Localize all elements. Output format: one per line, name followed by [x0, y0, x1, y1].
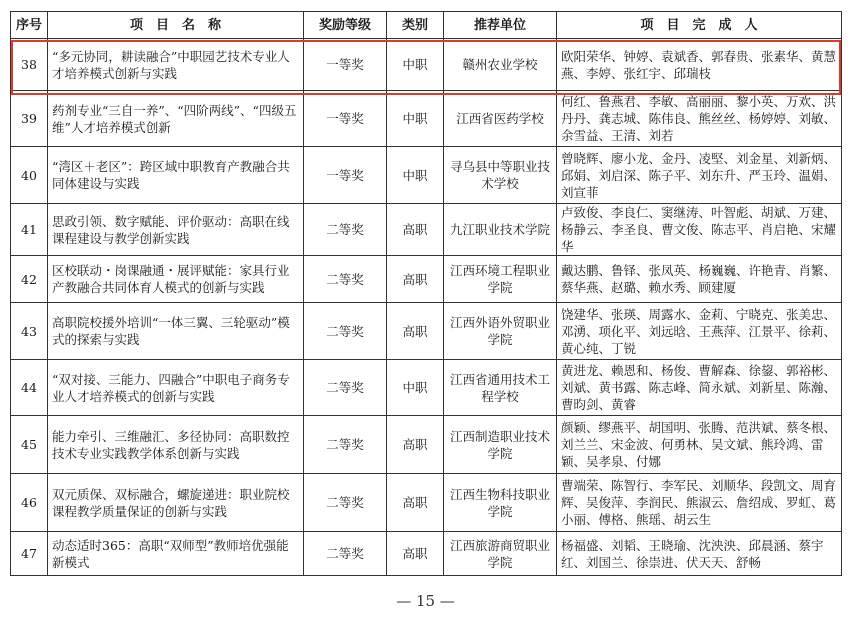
- row-no: 46: [11, 474, 48, 532]
- row-project-name: 思政引领、数字赋能、评价驱动：高职在线课程建设与教学创新实践: [48, 204, 304, 256]
- row-project-name: 能力牵引、三维融汇、多径协同：高职数控技术专业实践教学体系创新与实践: [48, 416, 304, 474]
- row-project-name: “多元协同，耕读融合”中职园艺技术专业人才培养模式创新与实践: [48, 39, 304, 91]
- row-category: 中职: [387, 39, 444, 91]
- row-completers: 黄进龙、赖恩和、杨俊、曹解森、徐鋆、郭裕彬、刘斌、黄书露、陈志峰、简永斌、刘新星、陈瀚、曹昀剑、黄睿: [557, 360, 842, 416]
- row-project-name: 双元质保、双标融合，螺旋递进：职业院校课程教学质量保证的创新与实践: [48, 474, 304, 532]
- row-category: 高职: [387, 303, 444, 360]
- row-category: 高职: [387, 416, 444, 474]
- awards-table: [10, 11, 842, 576]
- row-category: 高职: [387, 474, 444, 532]
- row-completers: 曹端荣、陈智行、李军民、刘顺华、段凯文、周育辉、吴俊萍、李润民、熊淑云、詹绍成、罗虹、葛小丽、傅格、熊瑶、胡云生: [557, 474, 842, 532]
- header-completers: 项 目 完 成 人: [557, 12, 842, 39]
- row-project-name: “双对接、三能力、四融合”中职电子商务专业人才培养模式的创新与实践: [48, 360, 304, 416]
- row-no: 38: [11, 39, 48, 91]
- row-no: 40: [11, 147, 48, 204]
- row-recommending-unit: 江西制造职业技术学院: [444, 416, 557, 474]
- table-row: [11, 303, 842, 360]
- table-row: [11, 360, 842, 416]
- row-no: 39: [11, 91, 48, 147]
- row-recommending-unit: 九江职业技术学院: [444, 204, 557, 256]
- row-award-level: 二等奖: [304, 474, 387, 532]
- row-recommending-unit: 江西省医药学校: [444, 91, 557, 147]
- row-recommending-unit: 江西省通用技术工程学校: [444, 360, 557, 416]
- row-recommending-unit: 江西旅游商贸职业学院: [444, 532, 557, 576]
- row-project-name: 动态适时365：高职“双师型”教师培优强能新模式: [48, 532, 304, 576]
- row-category: 中职: [387, 360, 444, 416]
- row-recommending-unit: 江西环境工程职业学院: [444, 256, 557, 303]
- row-award-level: 二等奖: [304, 360, 387, 416]
- header-category: 类别: [387, 12, 444, 39]
- row-category: 高职: [387, 256, 444, 303]
- row-no: 41: [11, 204, 48, 256]
- row-award-level: 二等奖: [304, 204, 387, 256]
- row-award-level: 二等奖: [304, 303, 387, 360]
- table-row: [11, 147, 842, 204]
- row-category: 高职: [387, 532, 444, 576]
- row-project-name: “湾区＋老区”：跨区域中职教育产教融合共同体建设与实践: [48, 147, 304, 204]
- table-row: [11, 256, 842, 303]
- header-project-name: 项 目 名 称: [48, 12, 304, 39]
- table-row: [11, 474, 842, 532]
- row-completers: 欧阳荣华、钟婷、袁斌香、郭春贵、张素华、黄慧燕、李婷、张红宇、邱瑞枝: [557, 39, 842, 91]
- header-award-level: 奖励等级: [304, 12, 387, 39]
- row-award-level: 一等奖: [304, 91, 387, 147]
- header-recommending-unit: 推荐单位: [444, 12, 557, 39]
- row-recommending-unit: 赣州农业学校: [444, 39, 557, 91]
- table-row: [11, 416, 842, 474]
- row-completers: 饶建华、张瑛、周露水、金莉、宁晓克、张美忠、邓湧、项化平、刘远晗、王燕萍、江景平、徐莉、黄心纯、丁锐: [557, 303, 842, 360]
- row-completers: 颜颖、缪燕平、胡国明、张腾、范洪斌、蔡冬根、刘兰兰、宋金波、何勇林、吴文斌、熊玲鸿、雷颖、吴孝泉、付娜: [557, 416, 842, 474]
- row-project-name: 高职院校援外培训“一体三翼、三轮驱动”模式的探索与实践: [48, 303, 304, 360]
- row-completers: 杨福盛、刘韬、王晓瑜、沈泱泱、邱晨涵、蔡宇红、刘国兰、徐崇进、伏天天、舒畅: [557, 532, 842, 576]
- row-recommending-unit: 江西外语外贸职业学院: [444, 303, 557, 360]
- row-completers: 戴达鹏、鲁铎、张凤英、杨巍巍、许艳青、肖繁、蔡华燕、赵璐、赖水秀、顾建厦: [557, 256, 842, 303]
- row-award-level: 一等奖: [304, 147, 387, 204]
- row-project-name: 区校联动・岗课融通・展评赋能：家具行业产教融合共同体育人模式的创新与实践: [48, 256, 304, 303]
- row-no: 43: [11, 303, 48, 360]
- header-no: 序号: [11, 12, 48, 39]
- row-award-level: 二等奖: [304, 532, 387, 576]
- row-no: 42: [11, 256, 48, 303]
- page-number: — 15 —: [396, 592, 455, 610]
- row-category: 高职: [387, 204, 444, 256]
- row-award-level: 二等奖: [304, 416, 387, 474]
- table-row: [11, 91, 842, 147]
- row-completers: 卢致俊、李良仁、窦继涛、叶智彪、胡斌、万建、杨静云、李圣良、曹文俊、陈志平、肖启艳、宋耀华: [557, 204, 842, 256]
- table-row: [11, 39, 842, 91]
- row-no: 47: [11, 532, 48, 576]
- row-completers: 何红、鲁燕君、李敏、高丽丽、黎小英、万欢、洪丹丹、龚志城、陈伟良、熊丝丝、杨婷婷、刘敏、余雪益、王清、刘若: [557, 91, 842, 147]
- row-completers: 曾晓辉、廖小龙、金丹、凌堅、刘金星、刘新炳、邱娟、刘启深、陈子平、刘东升、严玉玲、温娟、刘宣菲: [557, 147, 842, 204]
- table-row: [11, 204, 842, 256]
- row-category: 中职: [387, 147, 444, 204]
- row-recommending-unit: 江西生物科技职业学院: [444, 474, 557, 532]
- row-recommending-unit: 寻乌县中等职业技术学校: [444, 147, 557, 204]
- table-row: [11, 532, 842, 576]
- row-award-level: 一等奖: [304, 39, 387, 91]
- row-award-level: 二等奖: [304, 256, 387, 303]
- row-category: 中职: [387, 91, 444, 147]
- row-project-name: 药剂专业“三自一养”、“四阶两线”、“四级五维”人才培养模式创新: [48, 91, 304, 147]
- row-no: 45: [11, 416, 48, 474]
- table-header-row: [11, 12, 842, 39]
- row-no: 44: [11, 360, 48, 416]
